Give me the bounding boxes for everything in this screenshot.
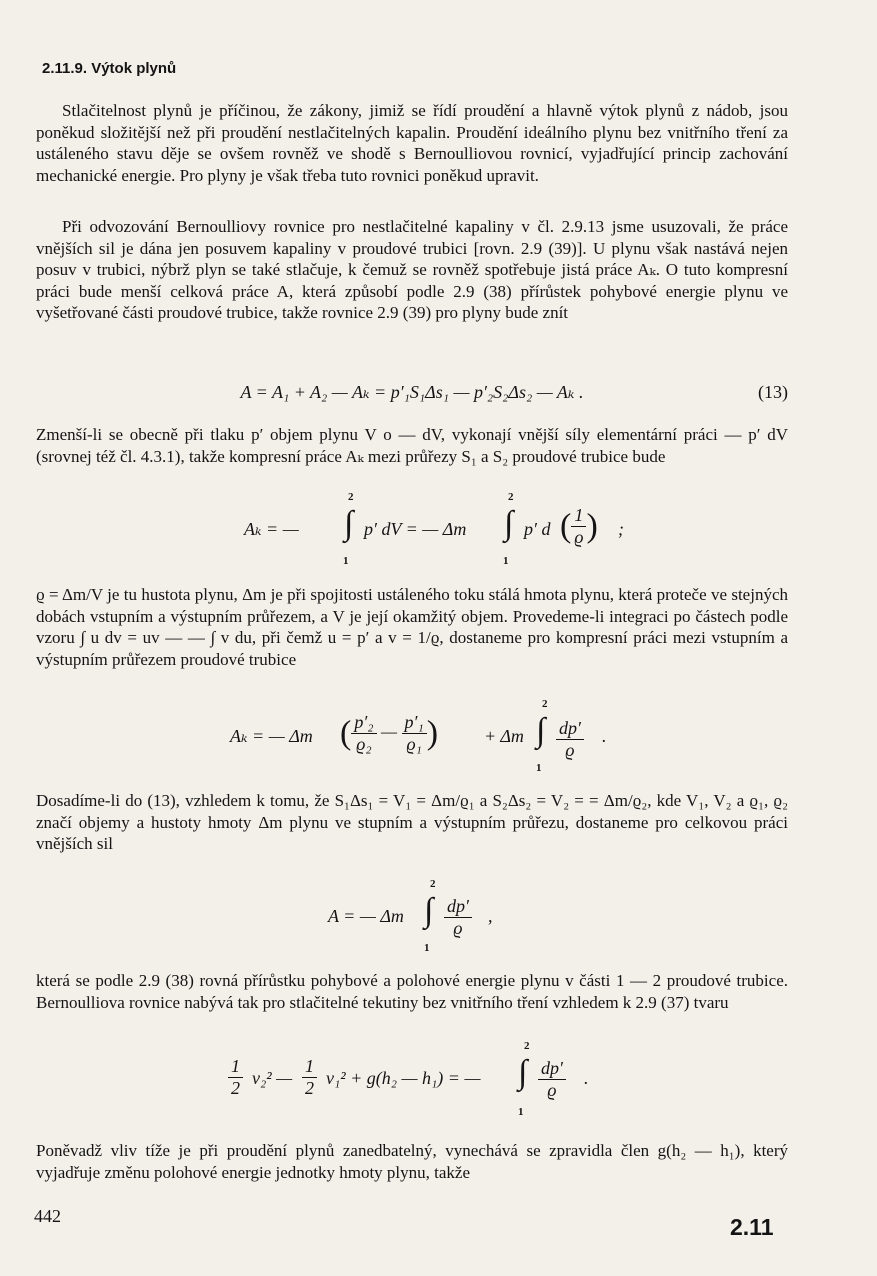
numerator: p′₁ xyxy=(402,712,427,734)
eq-ak2-left: Aₖ = — Δm xyxy=(230,726,313,746)
eq-a-end: , xyxy=(488,906,493,926)
fraction-dp-rho-2 xyxy=(444,896,472,939)
eq-ak2-bracket xyxy=(340,712,438,755)
lower-limit-4: 1 xyxy=(424,942,430,954)
paragraph-2 xyxy=(36,216,788,324)
eq-b-end: . xyxy=(584,1068,589,1088)
numerator: 1 xyxy=(571,505,586,527)
numerator: p′₂ xyxy=(351,712,376,734)
fraction-dp-rho xyxy=(556,718,584,761)
upper-limit-3: 2 xyxy=(542,698,548,710)
upper-limit-5: 2 xyxy=(524,1040,530,1052)
section-heading: 2.11.9. Výtok plynů xyxy=(42,60,177,77)
denominator: ϱ xyxy=(547,1080,557,1100)
paragraph-5-text: Dosadíme-li do (13), vzhledem k tomu, že S₁Δs₁ = V₁ = Δm/ϱ₁ a S₂Δs₂ = V₂ = = Δm/ϱ₂, kde V₁, V₂ a ϱ₁, ϱ₂ značí objemy a hustoty hmoty Δm plynu ve stupním a výstupním průřezu, dostaneme pro celkovou práci vnějších sil xyxy=(36,791,788,853)
paragraph-4 xyxy=(36,584,788,670)
eq-ak2-plus: + Δm xyxy=(484,726,524,746)
upper-limit-4: 2 xyxy=(430,878,436,890)
paragraph-3 xyxy=(36,424,788,467)
equation-compression-work xyxy=(36,491,788,567)
paren-close: ) xyxy=(426,714,439,752)
eq-ak-right: p′ d xyxy=(524,519,551,539)
paragraph-3-text: Zmenší-li se obecně při tlaku p′ objem plynu V o — dV, vykonají vnější síly elementární práci — p′ dV (srovnej též čl. 4.3.1), takže kompresní práce Aₖ mezi průřezy S₁ a S₂ proudové trubice bude xyxy=(36,425,788,466)
minus-sign: — xyxy=(381,721,398,742)
numerator: dp′ xyxy=(444,896,472,918)
equation-13-number: (13) xyxy=(758,382,788,402)
fraction-half-1 xyxy=(228,1056,243,1099)
eq-ak-left: Aₖ = — xyxy=(244,519,299,539)
numerator: 1 xyxy=(228,1056,243,1078)
integral-sign-3: ∫ xyxy=(536,712,546,749)
denominator: ϱ xyxy=(453,918,463,938)
lower-limit-3: 1 xyxy=(536,762,542,774)
equation-13-body: A = A₁ + A₂ — Aₖ = p′₁S₁Δs₁ — p′₂S₂Δs₂ — Aₖ . xyxy=(240,382,584,402)
paren-close: ) xyxy=(586,507,598,545)
denominator: ϱ₁ xyxy=(406,734,422,754)
integral-sign-5: ∫ xyxy=(518,1054,528,1091)
denominator: 2 xyxy=(305,1078,314,1098)
eq-ak-end: ; xyxy=(618,519,624,539)
paragraph-5 xyxy=(36,790,788,855)
paragraph-6 xyxy=(36,970,788,1013)
frac-1-over-rho xyxy=(560,505,598,548)
integral-sign-1: ∫ xyxy=(344,505,354,542)
eq-ak-mid: p′ dV = — Δm xyxy=(364,519,467,539)
paren-open: ( xyxy=(340,714,352,752)
numerator: 1 xyxy=(302,1056,317,1078)
equation-bernoulli-gas xyxy=(36,1040,788,1118)
upper-limit-1: 2 xyxy=(348,491,354,503)
paragraph-1 xyxy=(36,100,788,186)
denominator: ϱ xyxy=(574,527,584,547)
equation-total-work xyxy=(36,878,788,954)
paragraph-4-text: ϱ = Δm/V je tu hustota plynu, Δm je při spojitosti ustáleného toku stálá hmota plynu, která proteče ve stejných dobách vstupním a výstupním průřezem, a V je její okamžitý objem. Provedeme-li integraci po částech podle vzoru ∫ u dv = uv — — ∫ v du, při čemž u = p′ a v = 1/ϱ, dostaneme pro kompresní práci mezi vstupním a výstupním průřezem proudové trubice xyxy=(36,585,788,669)
page-number: 442 xyxy=(34,1206,61,1226)
eq-b-v1: v₁² + g(h₂ — h₁) = — xyxy=(326,1068,481,1088)
paragraph-7 xyxy=(36,1140,788,1183)
paren-open: ( xyxy=(560,507,572,545)
equation-compression-work-2 xyxy=(36,698,788,774)
numerator: dp′ xyxy=(556,718,584,740)
denominator: ϱ₂ xyxy=(356,734,372,754)
paragraph-1-text: Stlačitelnost plynů je příčinou, že zákony, jimiž se řídí proudění a hlavně výtok plynů z nádob, jsou poněkud složitější než při proudění nestlačitelných kapalin. Proudění ideálního plynu bez vnitřního tření za ustáleného stavu děje se ovšem rovněž ve shodě s Bernoulliovou rovnicí, vyjadřující princip zachování mechanické energie. Pro plyny je však třeba tuto rovnici poněkud upravit. xyxy=(36,101,788,185)
paragraph-6-text: která se podle 2.9 (38) rovná přírůstku pohybové a polohové energie plynu v části 1 — 2 proudové trubice. Bernoulliova rovnice nabývá tak pro stlačitelné tekutiny bez vnitřního tření vzhledem k 2.9 (37) tvaru xyxy=(36,971,788,1012)
lower-limit-5: 1 xyxy=(518,1106,524,1118)
fraction-p1 xyxy=(402,712,427,755)
eq-ak2-end: . xyxy=(602,726,607,746)
numerator: dp′ xyxy=(538,1058,566,1080)
eq-b-v2: v₂² — xyxy=(252,1068,293,1088)
fraction-half-2 xyxy=(302,1056,317,1099)
lower-limit-2: 1 xyxy=(503,555,509,567)
paragraph-7-text: Poněvadž vliv tíže je při proudění plynů zanedbatelný, vynechává se zpravidla člen g(h₂ — h₁), který vyjadřuje změnu polohové energie jednotky hmoty plynu, takže xyxy=(36,1141,788,1182)
integral-sign-2: ∫ xyxy=(504,505,514,542)
equation-13 xyxy=(36,382,788,403)
paragraph-2-text: Při odvozování Bernoulliovy rovnice pro nestlačitelné kapaliny v čl. 2.9.13 jsme usuzovali, že práce vnějších sil je dána jen posuvem kapaliny v proudové trubici [rovn. 2.9 (39)]. U plynu však nastává nejen posuv v trubici, nýbrž plyn se také stlačuje, k čemuž se rovněž spotřebuje jistá práce Aₖ. O tuto kompresní práci bude menší celková práce A, která způsobí podle 2.9 (38) přírůstek pohybové energie plynu ve vyšetřované části proudové trubice, takže rovnice 2.9 (39) pro plyny bude znít xyxy=(36,217,788,322)
fraction xyxy=(571,505,586,548)
denominator: ϱ xyxy=(565,740,575,760)
upper-limit-2: 2 xyxy=(508,491,514,503)
lower-limit-1: 1 xyxy=(343,555,349,567)
fraction-p2 xyxy=(351,712,376,755)
eq-a-left: A = — Δm xyxy=(328,906,404,926)
denominator: 2 xyxy=(231,1078,240,1098)
integral-sign-4: ∫ xyxy=(424,892,434,929)
section-marker: 2.11 xyxy=(730,1214,774,1240)
fraction-dp-rho-3 xyxy=(538,1058,566,1101)
